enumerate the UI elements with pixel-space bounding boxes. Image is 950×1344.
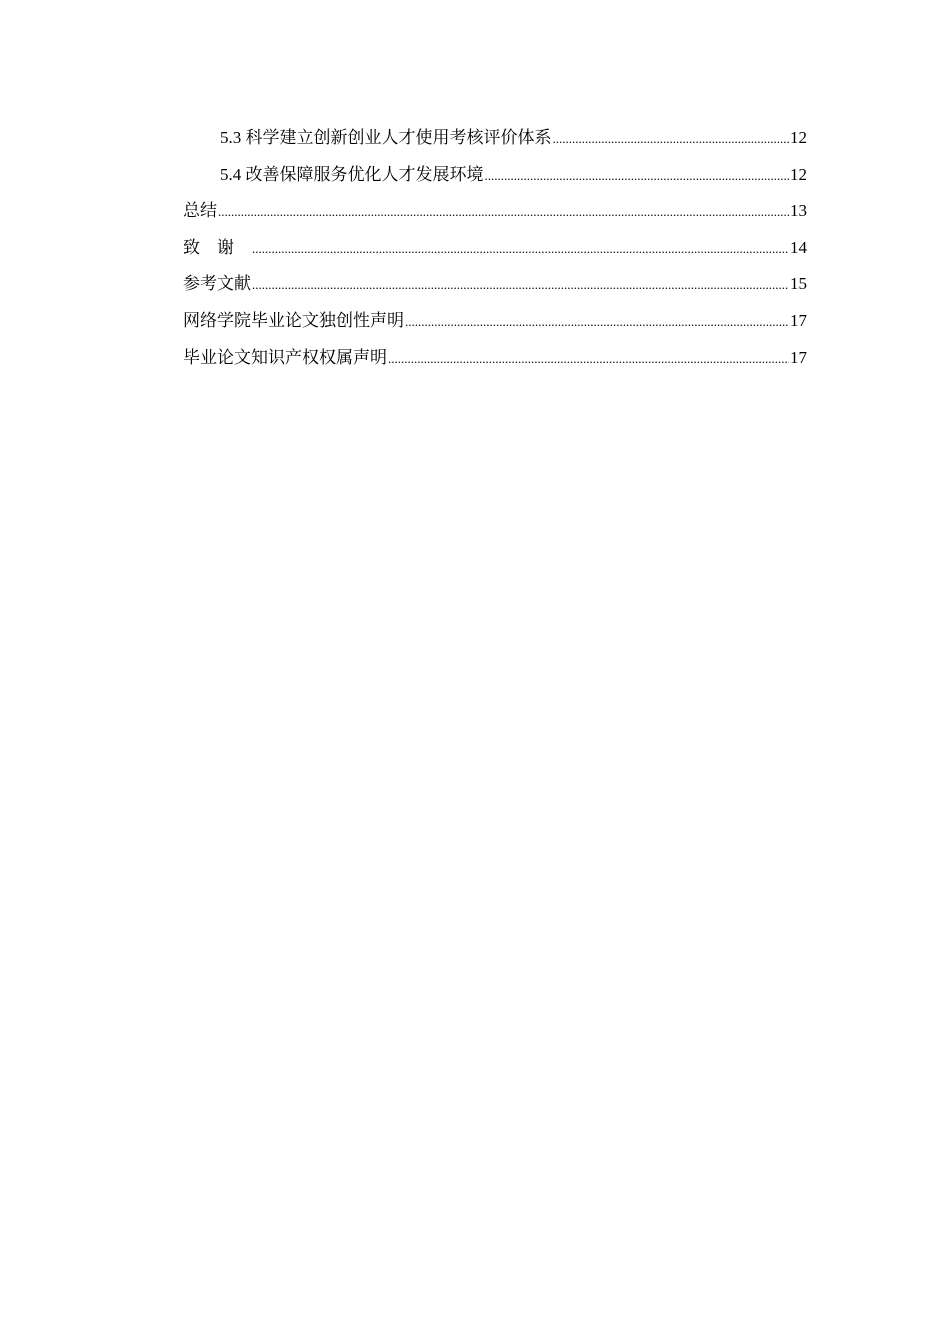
toc-entry-title: 5.3 科学建立创新创业人才使用考核评价体系 (220, 128, 552, 147)
toc-entry-title: 网络学院毕业论文独创性声明 (183, 310, 404, 330)
toc-dot-leader (388, 341, 789, 377)
toc-entry-title: 毕业论文知识产权权属声明 (183, 347, 387, 367)
toc-entry-page: 17 (790, 347, 807, 367)
toc-dot-leader (553, 121, 790, 157)
toc-dot-leader (218, 194, 789, 230)
toc-entry-summary[interactable] (183, 193, 807, 230)
toc-entry-page: 17 (790, 310, 807, 330)
toc-entry-page: 15 (790, 274, 807, 294)
toc-entry-title: 总结 (183, 201, 217, 221)
toc-entry-originality-statement[interactable] (183, 303, 807, 340)
toc-entry-page: 13 (790, 201, 807, 221)
toc-entry-title: 5.4 改善保障服务优化人才发展环境 (220, 164, 484, 184)
toc-entry-ip-statement[interactable] (183, 340, 807, 377)
toc-entry-title: 致谢 (183, 237, 251, 257)
toc-dot-leader (405, 304, 789, 340)
toc-entry-5-3[interactable] (183, 120, 807, 157)
toc-entry-page: 14 (790, 237, 807, 257)
toc-entry-references[interactable] (183, 266, 807, 303)
toc-dot-leader (252, 267, 789, 303)
toc-entry-5-4[interactable] (183, 157, 807, 194)
toc-entry-acknowledgements[interactable] (183, 230, 807, 267)
toc-entry-page: 12 (790, 164, 807, 184)
table-of-contents (183, 120, 807, 376)
toc-entry-page: 12 (790, 128, 807, 147)
toc-entry-title: 参考文献 (183, 274, 251, 294)
toc-dot-leader (252, 231, 789, 267)
toc-dot-leader (485, 158, 790, 194)
